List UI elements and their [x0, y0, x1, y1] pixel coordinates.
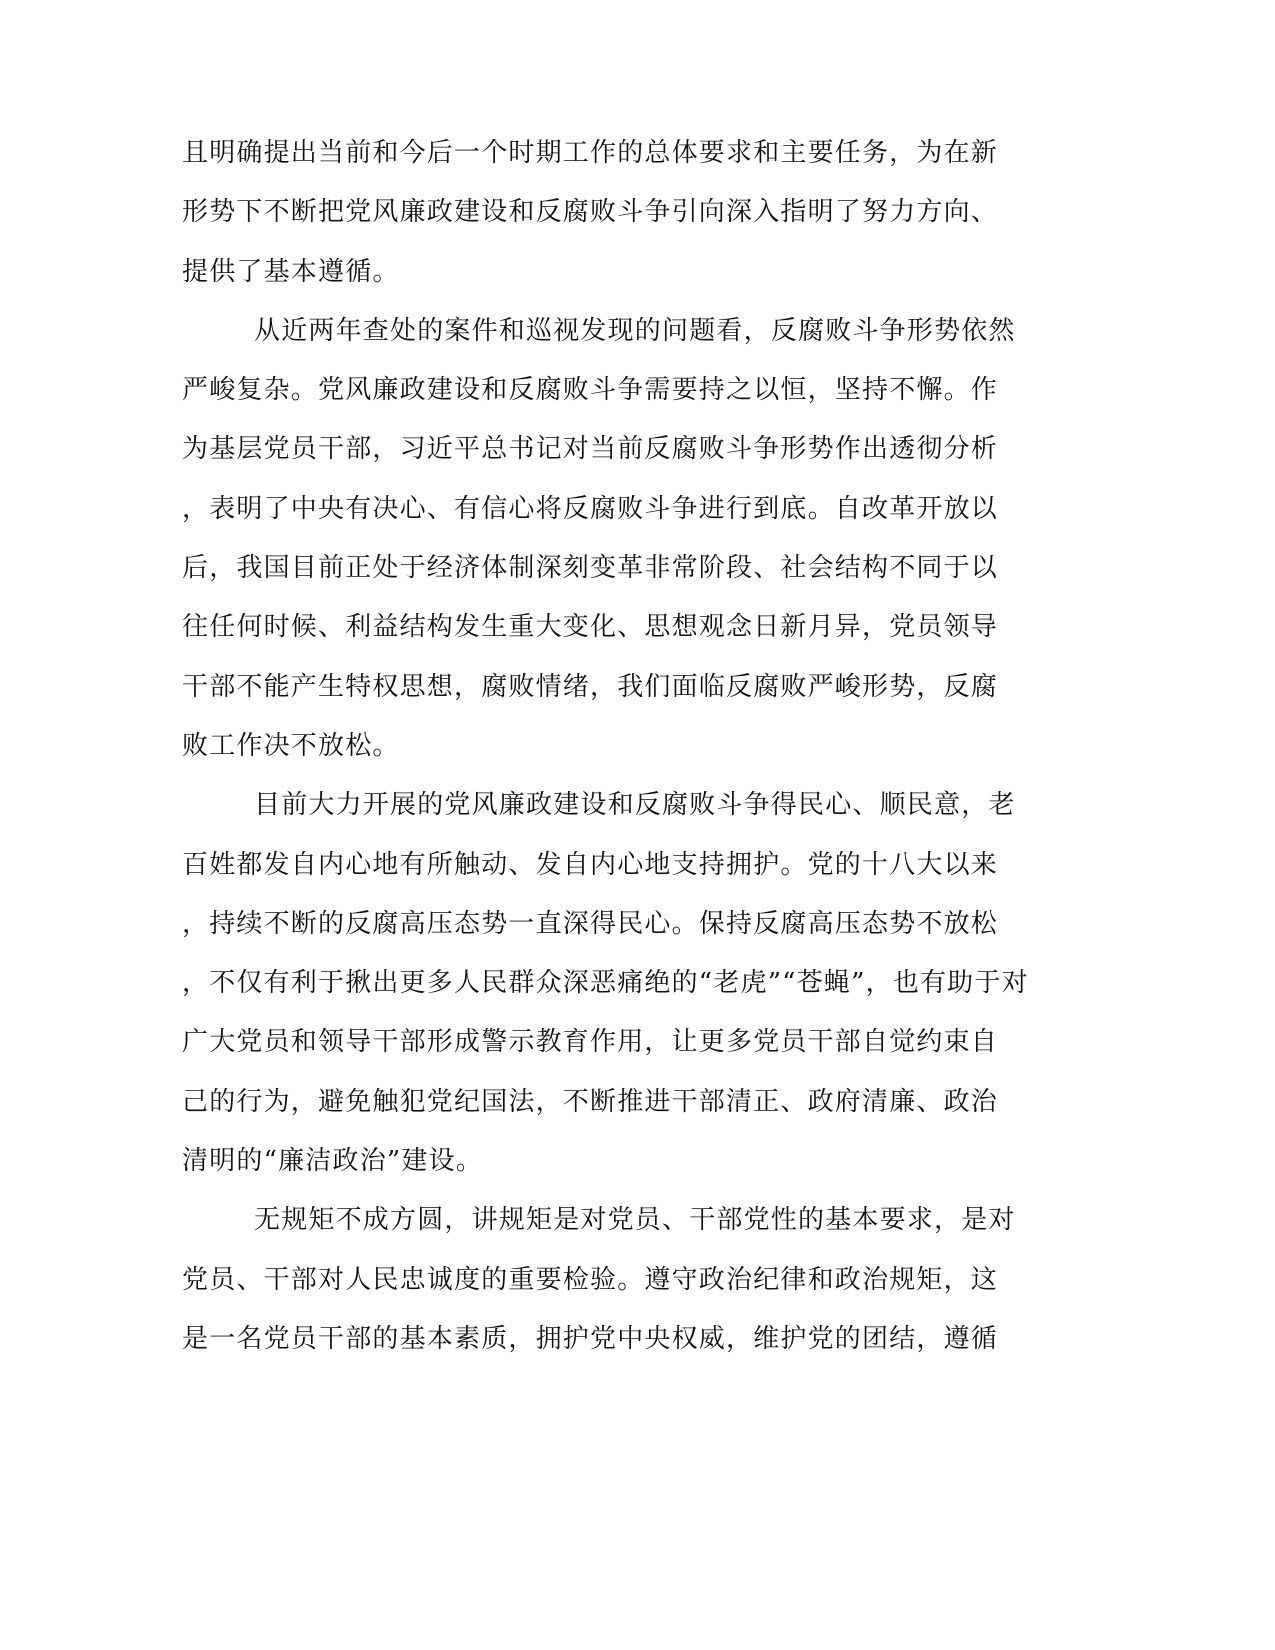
body-text	[182, 124, 1042, 1369]
text-line: 为基层党员干部，习近平总书记对当前反腐败斗争形势作出透彻分析	[182, 434, 999, 465]
text-line: ，持续不断的反腐高压态势一直深得民心。保持反腐高压态势不放松	[182, 908, 999, 939]
text-line: 党员、干部对人民忠诚度的重要检验。遵守政治纪律和政治规矩，这	[182, 1264, 999, 1295]
text-line: 形势下不断把党风廉政建设和反腐败斗争引向深入指明了努力方向、	[182, 197, 999, 228]
text-line: 百姓都发自内心地有所触动、发自内心地支持拥护。党的十八大以来	[182, 849, 999, 880]
text-line: ，不仅有利于揪出更多人民群众深恶痛绝的“老虎”“苍蝇”，也有助于对	[182, 968, 1029, 999]
paragraph-first-line: 无规矩不成方圆，讲规矩是对党员、干部党性的基本要求，是对	[254, 1205, 1016, 1236]
text-line: 干部不能产生特权思想，腐败情绪，我们面临反腐败严峻形势，反腐	[182, 671, 999, 702]
text-line: 往任何时候、利益结构发生重大变化、思想观念日新月异，党员领导	[182, 612, 999, 643]
text-line: 是一名党员干部的基本素质，拥护党中央权威，维护党的团结，遵循	[182, 1323, 999, 1354]
paragraph-first-line: 目前大力开展的党风廉政建设和反腐败斗争得民心、顺民意，老	[254, 790, 1016, 821]
text-line: 严峻复杂。党风廉政建设和反腐败斗争需要持之以恒，坚持不懈。作	[182, 375, 999, 406]
text-line: 提供了基本遵循。	[182, 256, 400, 287]
text-line: 败工作决不放松。	[182, 730, 400, 761]
text-line: 且明确提出当前和今后一个时期工作的总体要求和主要任务，为在新	[182, 138, 999, 168]
text-line: 己的行为，避免触犯党纪国法，不断推进干部清正、政府清廉、政治	[182, 1086, 999, 1117]
text-line: ，表明了中央有决心、有信心将反腐败斗争进行到底。自改革开放以	[182, 493, 999, 524]
text-line: 清明的“廉洁政治”建设。	[182, 1146, 483, 1177]
paragraph-first-line: 从近两年查处的案件和巡视发现的问题看，反腐败斗争形势依然	[254, 315, 1016, 346]
text-line: 广大党员和领导干部形成警示教育作用，让更多党员干部自觉约束自	[182, 1027, 999, 1058]
text-line: 后，我国目前正处于经济体制深刻变革非常阶段、社会结构不同于以	[182, 553, 999, 584]
